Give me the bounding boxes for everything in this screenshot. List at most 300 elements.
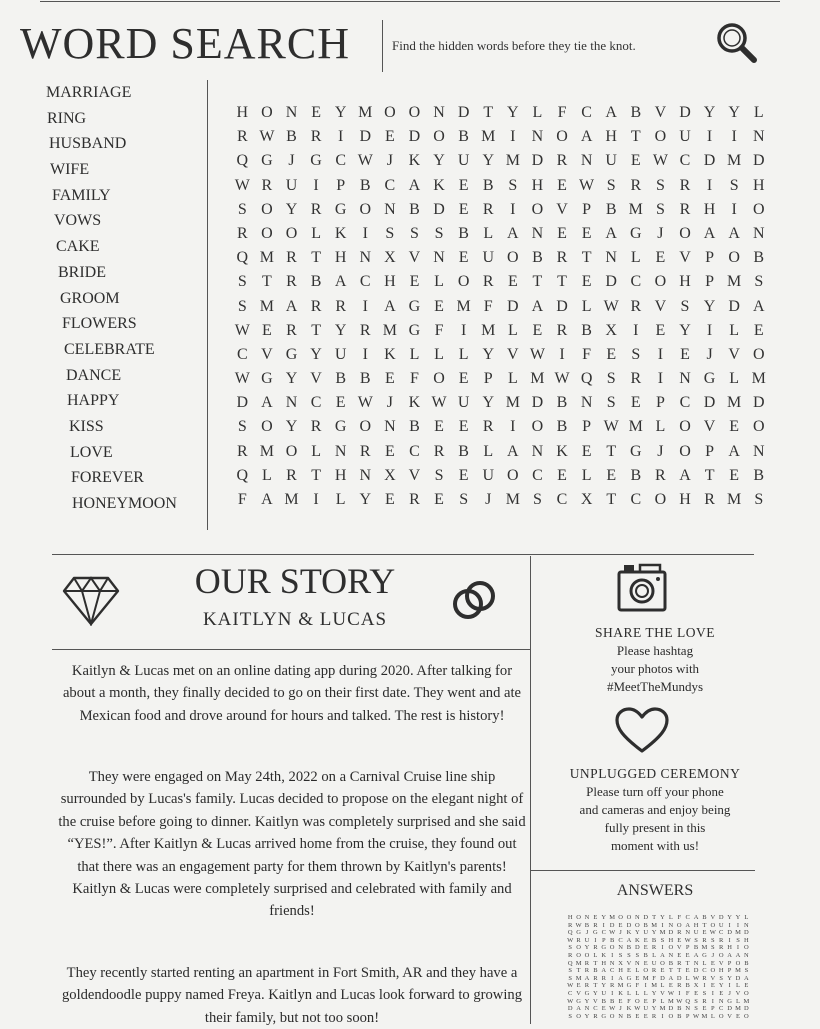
answers-grid-letter: E bbox=[643, 959, 648, 967]
answers-grid-letter: O bbox=[744, 944, 749, 952]
answers-grid-letter: L bbox=[635, 989, 640, 997]
grid-letter: O bbox=[285, 224, 298, 242]
answers-grid-letter: E bbox=[643, 1012, 648, 1020]
grid-letter: I bbox=[313, 176, 319, 194]
answers-grid-letter: L bbox=[643, 989, 648, 997]
answers-grid-letter: N bbox=[618, 944, 623, 952]
grid-letter: H bbox=[679, 491, 691, 508]
grid-row bbox=[230, 246, 771, 270]
grid-letter: L bbox=[483, 442, 494, 460]
grid-letter: H bbox=[531, 176, 544, 194]
answers-grid-letter: N bbox=[744, 921, 749, 929]
grid-row bbox=[230, 125, 771, 149]
story-paragraph: They recently started renting an apartment in Fort Smith, AR and they have a goldendoodle puppy named Freya. Kaitlyn and Lucas look forward to growing their family, but not too soon! bbox=[61, 965, 522, 1026]
answers-grid-letter: I bbox=[611, 989, 614, 997]
answers-grid-letter: R bbox=[719, 936, 724, 944]
answers-grid-letter: C bbox=[618, 936, 623, 944]
answers-grid-letter: I bbox=[703, 982, 706, 990]
answers-grid-letter: I bbox=[594, 936, 597, 944]
answers-grid-letter: S bbox=[568, 944, 572, 952]
answers-grid-letter: E bbox=[685, 967, 690, 975]
answers-grid-letter: T bbox=[576, 967, 581, 975]
answers-grid-letter: F bbox=[627, 997, 631, 1005]
grid-letter: E bbox=[384, 370, 395, 388]
grid-letter: S bbox=[532, 491, 542, 508]
answers-grid-letter: E bbox=[685, 951, 690, 959]
grid-letter: M bbox=[505, 152, 520, 170]
answers-grid-letter: S bbox=[711, 936, 715, 944]
grid-letter: U bbox=[482, 249, 495, 267]
answers-grid-letter: N bbox=[634, 914, 640, 921]
grid-letter: W bbox=[554, 370, 570, 388]
grid-letter: R bbox=[655, 466, 666, 484]
grid-letter: I bbox=[510, 128, 516, 146]
answers-grid-letter: V bbox=[710, 974, 716, 982]
answers-grid-letter: Y bbox=[651, 929, 657, 937]
grid-letter: A bbox=[703, 224, 716, 242]
page-subtitle: Find the hidden words before they tie the knot. bbox=[392, 38, 636, 53]
answers-grid-letter: A bbox=[660, 951, 665, 959]
answers-grid-row bbox=[566, 975, 751, 983]
grid-letter: H bbox=[703, 200, 716, 218]
answers-grid-letter: A bbox=[584, 974, 590, 982]
word-list-item: VOWS bbox=[54, 212, 102, 230]
grid-letter: N bbox=[334, 442, 347, 460]
answers-grid-letter: B bbox=[668, 959, 674, 967]
answers-grid-letter: A bbox=[601, 967, 607, 975]
grid-letter: B bbox=[335, 370, 346, 388]
grid-letter: S bbox=[410, 224, 419, 242]
answers-grid-letter: E bbox=[618, 921, 623, 929]
answers-grid-letter: Q bbox=[567, 929, 573, 937]
answers-grid-letter: O bbox=[634, 997, 640, 1005]
answers-grid-letter: T bbox=[593, 982, 598, 990]
answers-grid-letter: P bbox=[727, 967, 732, 975]
answers-grid-letter: W bbox=[667, 989, 674, 997]
answers-grid-letter: S bbox=[694, 1005, 698, 1013]
grid-letter: B bbox=[581, 321, 592, 339]
grid-letter: S bbox=[385, 224, 395, 242]
grid-letter: N bbox=[359, 466, 372, 484]
grid-letter: L bbox=[532, 104, 543, 121]
grid-letter: D bbox=[605, 273, 617, 291]
answers-grid-letter: O bbox=[643, 967, 649, 975]
grid-letter: Y bbox=[703, 104, 716, 121]
grid-letter: R bbox=[704, 491, 715, 508]
grid-letter: H bbox=[334, 466, 347, 484]
grid-letter: C bbox=[335, 152, 346, 170]
grid-letter: D bbox=[359, 128, 372, 146]
grid-letter: H bbox=[384, 273, 396, 291]
grid-letter: O bbox=[261, 418, 273, 436]
answers-grid-letter: Q bbox=[685, 997, 691, 1005]
answers-grid-letter: E bbox=[702, 929, 707, 937]
grid-letter: E bbox=[729, 466, 740, 484]
answers-grid-letter: D bbox=[567, 1005, 573, 1013]
answers-grid-letter: B bbox=[702, 914, 707, 921]
share-heading: SHARE THE LOVE bbox=[595, 625, 715, 640]
grid-letter: N bbox=[580, 394, 593, 412]
grid-letter: T bbox=[630, 128, 641, 146]
answers-grid-letter: I bbox=[728, 936, 731, 944]
word-list-item: HONEYMOON bbox=[72, 495, 177, 512]
answers-grid-letter: C bbox=[609, 967, 615, 975]
answers-grid-letter: S bbox=[702, 989, 707, 997]
grid-letter: B bbox=[409, 418, 420, 436]
grid-letter: D bbox=[507, 297, 519, 315]
grid-letter: L bbox=[409, 345, 420, 363]
answers-grid-letter: O bbox=[744, 989, 749, 997]
answers-grid-letter: T bbox=[652, 914, 657, 921]
grid-letter: G bbox=[334, 418, 347, 436]
unplugged-heading: UNPLUGGED CEREMONY bbox=[569, 766, 741, 781]
grid-letter: E bbox=[384, 128, 395, 146]
answers-grid-letter: S bbox=[627, 951, 631, 959]
grid-letter: A bbox=[679, 466, 691, 484]
answers-grid-letter: B bbox=[643, 951, 648, 959]
grid-letter: A bbox=[605, 224, 617, 242]
grid-letter: W bbox=[234, 176, 250, 194]
grid-letter: I bbox=[706, 176, 713, 194]
header-divider bbox=[382, 20, 383, 72]
answers-grid-letter: O bbox=[576, 951, 581, 959]
answers-title: ANSWERS bbox=[616, 882, 694, 899]
grid-letter: N bbox=[531, 442, 544, 460]
grid-letter: R bbox=[630, 370, 642, 388]
answers-grid-letter: I bbox=[602, 921, 605, 929]
grid-row bbox=[230, 391, 771, 415]
grid-letter: Y bbox=[285, 370, 298, 388]
answers-grid-letter: C bbox=[685, 914, 690, 921]
answers-grid-letter: M bbox=[617, 982, 624, 990]
grid-letter: N bbox=[531, 128, 544, 146]
answers-grid-letter: B bbox=[643, 921, 648, 929]
word-list-item: MARRIAGE bbox=[46, 84, 132, 101]
grid-letter: L bbox=[729, 321, 740, 339]
grid-letter: C bbox=[679, 152, 691, 170]
grid-letter: O bbox=[654, 273, 667, 291]
answers-grid-letter: R bbox=[677, 959, 682, 967]
answers-grid-letter: S bbox=[568, 967, 572, 975]
answers-grid-letter: S bbox=[635, 951, 640, 959]
grid-letter: N bbox=[752, 442, 765, 460]
answers-grid-letter: M bbox=[651, 921, 657, 929]
grid-letter: P bbox=[336, 176, 346, 194]
answers-grid-letter: M bbox=[651, 982, 657, 990]
answers-grid-letter: I bbox=[711, 989, 714, 997]
answers-grid-letter: W bbox=[684, 936, 691, 944]
grid-letter: I bbox=[338, 128, 344, 146]
grid-letter: M bbox=[505, 491, 520, 508]
answers-grid-letter: B bbox=[626, 1012, 632, 1020]
grid-letter: D bbox=[236, 394, 249, 412]
grid-letter: O bbox=[433, 128, 445, 146]
word-list-item: RING bbox=[47, 109, 87, 127]
grid-letter: L bbox=[311, 442, 321, 460]
answers-grid-letter: I bbox=[678, 989, 681, 997]
answers-grid-letter: O bbox=[676, 921, 682, 929]
grid-letter: R bbox=[556, 321, 568, 339]
answers-grid-letter: U bbox=[584, 936, 590, 944]
answers-grid-letter: A bbox=[626, 936, 632, 944]
grid-letter: D bbox=[728, 297, 740, 315]
answers-grid-letter: P bbox=[685, 1012, 690, 1020]
grid-letter: D bbox=[752, 394, 765, 412]
grid-letter: Y bbox=[285, 200, 298, 218]
word-list-item: GROOM bbox=[60, 289, 120, 307]
answers-grid-letter: Y bbox=[735, 914, 741, 921]
grid-letter: S bbox=[434, 466, 444, 484]
grid-letter: L bbox=[311, 224, 321, 242]
grid-row bbox=[230, 488, 771, 512]
answers-grid-letter: M bbox=[609, 914, 616, 921]
answers-grid-letter: O bbox=[668, 1012, 674, 1020]
answers-grid-letter: W bbox=[692, 974, 700, 982]
grid-letter: T bbox=[311, 249, 321, 267]
grid-letter: V bbox=[408, 466, 421, 484]
grid-letter: B bbox=[556, 394, 568, 412]
grid-letter: V bbox=[408, 249, 421, 267]
answers-grid-letter: A bbox=[668, 974, 674, 982]
answers-grid-row bbox=[566, 990, 751, 998]
grid-letter: I bbox=[706, 128, 713, 146]
grid-letter: C bbox=[409, 442, 420, 460]
answers-grid-letter: D bbox=[727, 1005, 732, 1013]
grid-row bbox=[230, 101, 771, 125]
story-title: OUR STORY bbox=[194, 561, 396, 601]
grid-letter: S bbox=[754, 273, 764, 291]
grid-letter: W bbox=[357, 394, 373, 412]
grid-letter: M bbox=[481, 128, 496, 146]
answers-grid-letter: O bbox=[576, 914, 581, 921]
grid-letter: N bbox=[580, 152, 593, 170]
grid-letter: A bbox=[728, 442, 740, 460]
answers-grid-row bbox=[566, 967, 751, 975]
answers-grid-letter: L bbox=[685, 974, 690, 982]
answers-grid-letter: Y bbox=[660, 914, 665, 921]
grid-letter: S bbox=[655, 176, 665, 194]
grid-letter: V bbox=[654, 297, 667, 315]
grid-letter: P bbox=[705, 442, 715, 460]
grid-letter: J bbox=[657, 442, 664, 460]
grid-letter: G bbox=[408, 321, 421, 339]
word-search-grid bbox=[230, 101, 771, 512]
answers-grid-letter: G bbox=[584, 989, 590, 997]
grid-letter: J bbox=[706, 345, 713, 363]
grid-letter: V bbox=[679, 249, 691, 267]
word-list-item: CELEBRATE bbox=[64, 340, 155, 358]
unplugged-line: and cameras and enjoy being bbox=[579, 802, 731, 817]
grid-letter: T bbox=[581, 249, 592, 267]
grid-letter: L bbox=[507, 370, 518, 388]
grid-letter: R bbox=[409, 491, 420, 508]
answers-grid-letter: Y bbox=[718, 982, 724, 990]
grid-letter: O bbox=[752, 345, 765, 363]
grid-letter: D bbox=[457, 104, 470, 121]
grid-letter: R bbox=[286, 466, 297, 484]
grid-letter: A bbox=[261, 491, 273, 508]
answers-grid-letter: V bbox=[710, 914, 716, 921]
grid-letter: L bbox=[458, 345, 469, 363]
grid-letter: E bbox=[532, 321, 543, 339]
grid-letter: E bbox=[753, 321, 764, 339]
word-list-item: FOREVER bbox=[71, 469, 144, 487]
answers-grid-letter: M bbox=[575, 974, 582, 982]
heart-icon bbox=[614, 706, 670, 756]
grid-letter: K bbox=[408, 394, 421, 412]
grid-row bbox=[230, 464, 771, 488]
answers-grid-letter: G bbox=[576, 997, 581, 1005]
grid-letter: X bbox=[605, 321, 617, 339]
answers-grid-letter: I bbox=[728, 921, 731, 929]
grid-letter: T bbox=[606, 442, 617, 460]
answers-grid-letter: H bbox=[567, 914, 573, 921]
grid-letter: E bbox=[557, 466, 567, 484]
grid-letter: O bbox=[531, 418, 544, 436]
answers-grid-letter: G bbox=[576, 929, 581, 937]
answers-grid-letter: A bbox=[576, 1005, 581, 1013]
answers-grid-letter: O bbox=[576, 1012, 581, 1020]
word-list-item: BRIDE bbox=[58, 263, 106, 281]
grid-letter: M bbox=[628, 418, 643, 436]
answers-grid-letter: A bbox=[618, 974, 623, 982]
answers-grid-letter: H bbox=[727, 944, 732, 952]
answers-grid-letter: J bbox=[711, 951, 715, 959]
grid-letter: B bbox=[630, 104, 642, 121]
answers-grid-letter: M bbox=[659, 1005, 666, 1013]
grid-letter: S bbox=[606, 370, 616, 388]
grid-letter: Q bbox=[236, 249, 249, 267]
grid-letter: R bbox=[433, 442, 445, 460]
answers-grid-letter: G bbox=[601, 944, 607, 952]
grid-letter: F bbox=[410, 370, 419, 388]
answers-grid-letter: Y bbox=[601, 914, 607, 921]
answers-grid-letter: H bbox=[693, 921, 699, 929]
answers-grid-letter: D bbox=[693, 967, 699, 975]
word-list-item: FAMILY bbox=[52, 186, 111, 204]
story-couple-names: KAITLYN & LUCAS bbox=[202, 609, 388, 630]
grid-letter: E bbox=[384, 491, 395, 508]
answers-grid-row bbox=[566, 998, 751, 1006]
answers-grid-letter: I bbox=[644, 982, 647, 990]
grid-letter: M bbox=[481, 321, 496, 339]
grid-letter: T bbox=[262, 273, 272, 291]
grid-letter: T bbox=[704, 466, 715, 484]
answers-grid-letter: K bbox=[634, 936, 640, 944]
grid-letter: M bbox=[259, 249, 274, 267]
answers-grid-letter: O bbox=[735, 959, 741, 967]
grid-letter: T bbox=[483, 104, 494, 121]
answers-grid-letter: F bbox=[685, 989, 690, 997]
answers-grid-letter: S bbox=[694, 936, 698, 944]
answers-grid-letter: P bbox=[601, 936, 606, 944]
answers-grid-letter: L bbox=[660, 997, 665, 1005]
answers-grid-letter: R bbox=[702, 974, 707, 982]
answers-grid-letter: B bbox=[677, 1005, 682, 1013]
grid-letter: E bbox=[655, 321, 666, 339]
grid-letter: J bbox=[386, 394, 393, 412]
grid-letter: E bbox=[458, 176, 469, 194]
grid-letter: L bbox=[434, 273, 444, 291]
grid-letter: U bbox=[285, 176, 298, 194]
grid-letter: S bbox=[606, 394, 616, 412]
grid-letter: T bbox=[532, 273, 543, 291]
answers-grid-row bbox=[566, 982, 751, 990]
answers-grid-letter: N bbox=[618, 1012, 623, 1020]
answers-grid-letter: C bbox=[593, 1005, 598, 1013]
grid-letter: D bbox=[679, 104, 691, 121]
grid-letter: R bbox=[286, 249, 297, 267]
grid-letter: N bbox=[433, 104, 445, 121]
grid-letter: W bbox=[529, 345, 545, 363]
answers-grid-letter: N bbox=[584, 1005, 590, 1013]
answers-grid-letter: G bbox=[626, 974, 632, 982]
answers-grid-letter: U bbox=[651, 959, 657, 967]
grid-letter: B bbox=[556, 418, 568, 436]
word-list-item: DANCE bbox=[66, 366, 122, 384]
grid-letter: E bbox=[507, 273, 518, 291]
grid-letter: R bbox=[482, 418, 494, 436]
grid-letter: I bbox=[362, 345, 368, 363]
answers-grid-letter: D bbox=[727, 929, 732, 937]
grid-letter: A bbox=[580, 128, 593, 146]
answers-grid-letter: O bbox=[718, 951, 724, 959]
answers-grid-letter: L bbox=[668, 914, 673, 921]
answers-grid-letter: W bbox=[567, 936, 574, 944]
grid-letter: E bbox=[458, 418, 469, 436]
answers-grid-letter: D bbox=[634, 944, 640, 952]
grid-letter: D bbox=[531, 152, 544, 170]
answers-grid-letter: S bbox=[694, 997, 698, 1005]
grid-letter: U bbox=[482, 466, 495, 484]
answers-grid-letter: E bbox=[677, 936, 682, 944]
grid-letter: N bbox=[384, 418, 396, 436]
grid-letter: Y bbox=[728, 104, 740, 121]
grid-letter: O bbox=[728, 249, 740, 267]
grid-letter: W bbox=[431, 394, 447, 412]
grid-letter: W bbox=[652, 152, 668, 170]
answers-grid-letter: M bbox=[659, 929, 666, 937]
answers-grid-letter: N bbox=[634, 959, 640, 967]
answers-grid-letter: M bbox=[735, 967, 741, 975]
grid-letter: M bbox=[456, 297, 471, 315]
answers-grid-letter: E bbox=[643, 944, 648, 952]
grid-letter: P bbox=[655, 394, 665, 412]
answers-grid-letter: B bbox=[651, 936, 657, 944]
answers-grid-letter: L bbox=[736, 997, 740, 1005]
answers-grid-letter: W bbox=[575, 921, 582, 929]
answers-grid-letter: V bbox=[593, 997, 598, 1005]
answers-grid-letter: X bbox=[693, 982, 699, 990]
answers-grid-letter: I bbox=[736, 944, 740, 952]
answers-grid-letter: R bbox=[702, 997, 707, 1005]
answers-grid-letter: K bbox=[618, 989, 623, 997]
answers-grid-letter: V bbox=[676, 944, 682, 952]
answers-grid-letter: A bbox=[693, 951, 699, 959]
grid-letter: B bbox=[359, 370, 371, 388]
grid-letter: K bbox=[334, 224, 347, 242]
answers-grid-row bbox=[566, 1005, 751, 1013]
answers-grid-row bbox=[566, 1013, 751, 1021]
answers-grid-letter: A bbox=[744, 974, 749, 982]
grid-letter: Y bbox=[285, 418, 298, 436]
answers-grid-letter: V bbox=[576, 989, 581, 997]
grid-letter: U bbox=[457, 394, 470, 412]
unplugged-line: Please turn off your phone bbox=[586, 784, 724, 799]
grid-letter: R bbox=[679, 176, 691, 194]
grid-letter: N bbox=[285, 394, 298, 412]
answers-grid-letter: R bbox=[651, 967, 657, 975]
